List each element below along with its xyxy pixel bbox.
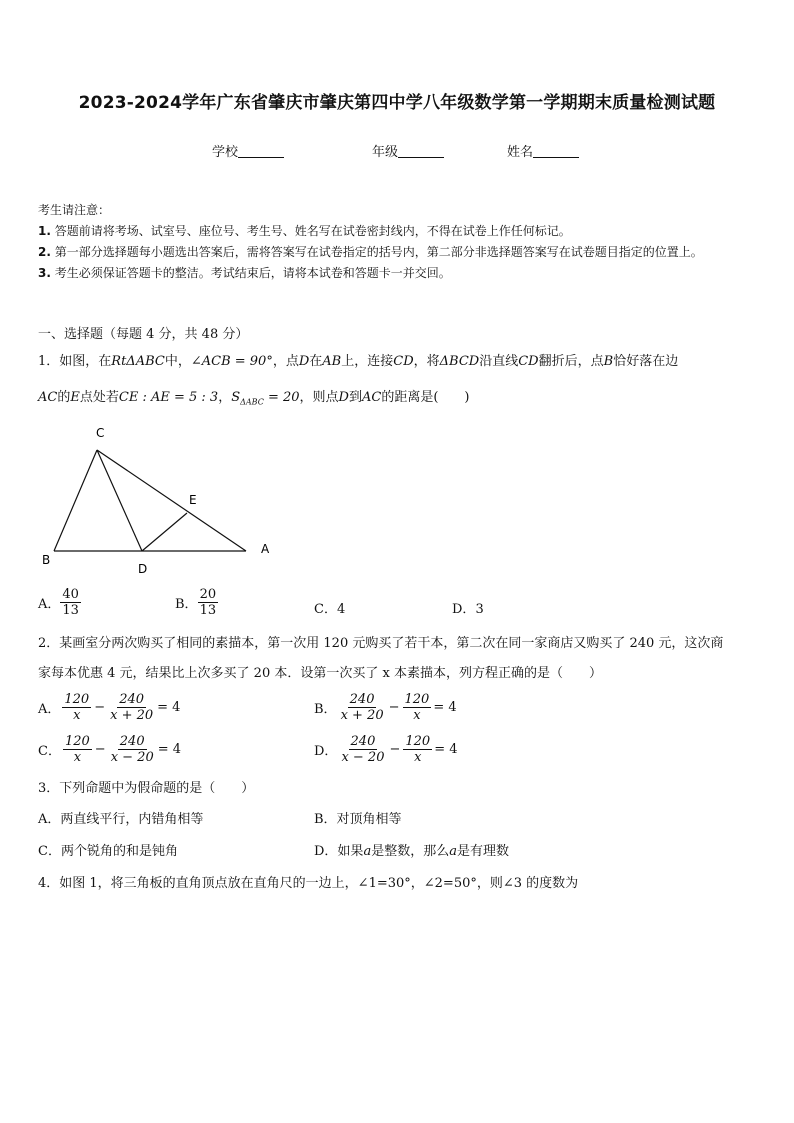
numerator: 20 (199, 587, 217, 602)
fraction (339, 692, 386, 723)
notice-heading: 考生请注意： (38, 203, 111, 217)
math-ac: AC (38, 390, 58, 405)
q3-option-a[interactable]: A．两直线平行，内错角相等 (38, 812, 204, 827)
exam-title: 2023-2024学年广东省肇庆市肇庆第四中学八年级数学第一学期期末质量检测试题 (78, 93, 716, 113)
math-a: a (363, 844, 372, 859)
equation-rhs: = 4 (157, 742, 182, 757)
denominator: x (73, 750, 82, 765)
q1-number: 1． (38, 354, 60, 369)
denominator: x + 20 (110, 708, 154, 723)
notice-text: 考生必须保证答题卡的整洁。考试结束后，请将本试卷和答题卡一并交回。 (54, 266, 451, 280)
text: 上，连接 (341, 354, 394, 369)
numerator: 240 (349, 692, 375, 707)
math-cd: CD (518, 354, 539, 369)
q1-option-b[interactable] (175, 587, 218, 618)
math-bcd: ΔBCD (439, 354, 480, 369)
denominator: 13 (62, 603, 79, 618)
fraction (403, 734, 432, 765)
school-field (212, 141, 284, 160)
math-d: D (338, 390, 349, 405)
option-letter: A． (38, 597, 61, 612)
grade-blank (398, 145, 444, 158)
text: 中， (164, 354, 191, 369)
text: ，则点 (299, 390, 339, 405)
numerator: 120 (64, 692, 90, 707)
equation-rhs: = 4 (434, 742, 458, 757)
math-rt-abc: RtΔABC (111, 354, 165, 369)
q2-line2: 家每本优惠 4 元，结果比上次多买了 20 本．设第一次买了 x 本素描本，列方程正确的是（ ） (38, 666, 602, 681)
denominator: x + 20 (340, 708, 384, 723)
denominator: x (413, 708, 421, 723)
denominator: x (414, 750, 422, 765)
fraction (198, 587, 219, 618)
notice-number: 2. (38, 245, 51, 259)
math-ratio: CE : AE = 5 : 3 (118, 390, 219, 405)
fraction (60, 587, 81, 618)
denominator: x − 20 (341, 750, 385, 765)
option-letter: C． (314, 602, 337, 617)
school-blank (238, 145, 284, 158)
q2-option-b[interactable] (314, 692, 457, 723)
section-heading: 一、选择题（每题 4 分，共 48 分） (38, 327, 249, 342)
math-angle-acb: ∠ACB = 90° (190, 354, 273, 369)
q2-option-d[interactable] (314, 734, 458, 765)
denominator: 13 (199, 603, 217, 618)
option-letter: D． (314, 744, 338, 759)
math-area-sub: ΔABC (240, 397, 264, 407)
operator: − (94, 742, 106, 757)
text: 是有理数 (456, 844, 509, 859)
notice-text: 答题前请将考场、试室号、座位号、考生号、姓名写在试卷密封线内，不得在试卷上作任何标记。 (54, 224, 571, 238)
text: 沿直线 (479, 354, 519, 369)
math-cd: CD (393, 354, 414, 369)
equation-rhs: = 4 (433, 700, 457, 715)
label-a: A (261, 542, 270, 556)
label-d: D (138, 562, 148, 576)
denominator: x (73, 708, 81, 723)
denominator: x − 20 (110, 750, 154, 765)
notice-item (38, 263, 762, 284)
text: 在 (309, 354, 323, 369)
numerator: 240 (119, 692, 145, 707)
notice-number: 1. (38, 224, 51, 238)
label-e: E (189, 493, 197, 507)
numerator: 120 (405, 734, 431, 749)
name-label: 姓名 (507, 145, 534, 160)
math-area-val: = 20 (263, 390, 300, 405)
fraction (109, 734, 156, 765)
q2-option-a[interactable] (38, 692, 180, 723)
segment-de (142, 513, 187, 551)
option-letter: C． (38, 744, 61, 759)
text: 如图，在 (59, 354, 112, 369)
grade-field (372, 141, 444, 160)
notice-item (38, 242, 762, 263)
q2-option-c[interactable] (38, 734, 181, 765)
text: ， (218, 390, 232, 405)
name-blank (533, 145, 579, 158)
math-d: D (298, 354, 310, 369)
q1-line2 (38, 388, 469, 413)
option-letter: B． (175, 597, 198, 612)
operator: − (388, 700, 400, 715)
q1-line1 (38, 352, 768, 372)
label-b: B (42, 553, 51, 567)
text: ，将 (413, 354, 440, 369)
text: 到 (348, 390, 362, 405)
option-value: 4 (336, 602, 346, 617)
fraction (63, 734, 92, 765)
numerator: 240 (350, 734, 376, 749)
q1-option-a[interactable] (38, 587, 81, 618)
fraction (108, 692, 155, 723)
segment-bc (54, 450, 97, 551)
text: 翻折后，点 (538, 354, 604, 369)
fraction (62, 692, 91, 723)
notice-number: 3. (38, 266, 51, 280)
q3-stem: 3．下列命题中为假命题的是（ ） (38, 781, 255, 796)
math-area: S (231, 390, 241, 405)
operator: − (389, 742, 401, 757)
numerator: 40 (62, 587, 79, 602)
text: ，点 (272, 354, 299, 369)
notice-item (38, 221, 762, 242)
option-letter: B． (314, 702, 337, 717)
notice-text: 第一部分选择题每小题选出答案后，需将答案写在试卷指定的括号内，第二部分非选择题答案写在试卷题目指定的位置上。 (54, 245, 703, 259)
equation-rhs: = 4 (157, 700, 181, 715)
notice-block (38, 200, 762, 284)
option-value: 3 (475, 602, 484, 617)
q4-stem: 4．如图 1，将三角板的直角顶点放在直角尺的一边上，∠1=30°，∠2=50°，则∠3 的度数为 (38, 876, 579, 891)
q3-option-b[interactable]: B．对顶角相等 (314, 812, 402, 827)
q1-triangle-figure (30, 420, 290, 580)
operator: − (94, 700, 106, 715)
numerator: 240 (119, 734, 145, 749)
q2-line1: 2．某画室分两次购买了相同的素描本，第一次用 120 元购买了若干本，第二次在同一家商店又购买了 240 元，这次商 (38, 636, 724, 651)
numerator: 120 (64, 734, 90, 749)
math-ac: AC (361, 390, 382, 405)
q1-option-d[interactable] (452, 598, 484, 617)
school-label: 学校 (212, 145, 239, 160)
q3-option-c[interactable]: C．两个锐角的和是钝角 (38, 844, 178, 859)
option-letter: D． (452, 602, 476, 617)
math-b: B (603, 354, 614, 369)
text: D．如果 (314, 844, 364, 859)
fraction (339, 734, 386, 765)
text: 的距离是( ) (381, 390, 470, 405)
q3-option-d[interactable] (314, 842, 509, 862)
math-e: E (70, 390, 80, 405)
text: 恰好落在边 (613, 354, 679, 369)
q1-option-c[interactable] (314, 598, 345, 617)
fraction (403, 692, 432, 723)
math-ab: AB (322, 354, 342, 369)
grade-label: 年级 (372, 145, 399, 160)
name-field (507, 141, 579, 160)
text: 是整数，那么 (371, 844, 450, 859)
option-letter: A． (38, 702, 61, 717)
label-c: C (96, 426, 105, 440)
text: 点处若 (79, 390, 119, 405)
math-a: a (449, 844, 457, 859)
numerator: 120 (404, 692, 430, 707)
text: 的 (57, 390, 71, 405)
